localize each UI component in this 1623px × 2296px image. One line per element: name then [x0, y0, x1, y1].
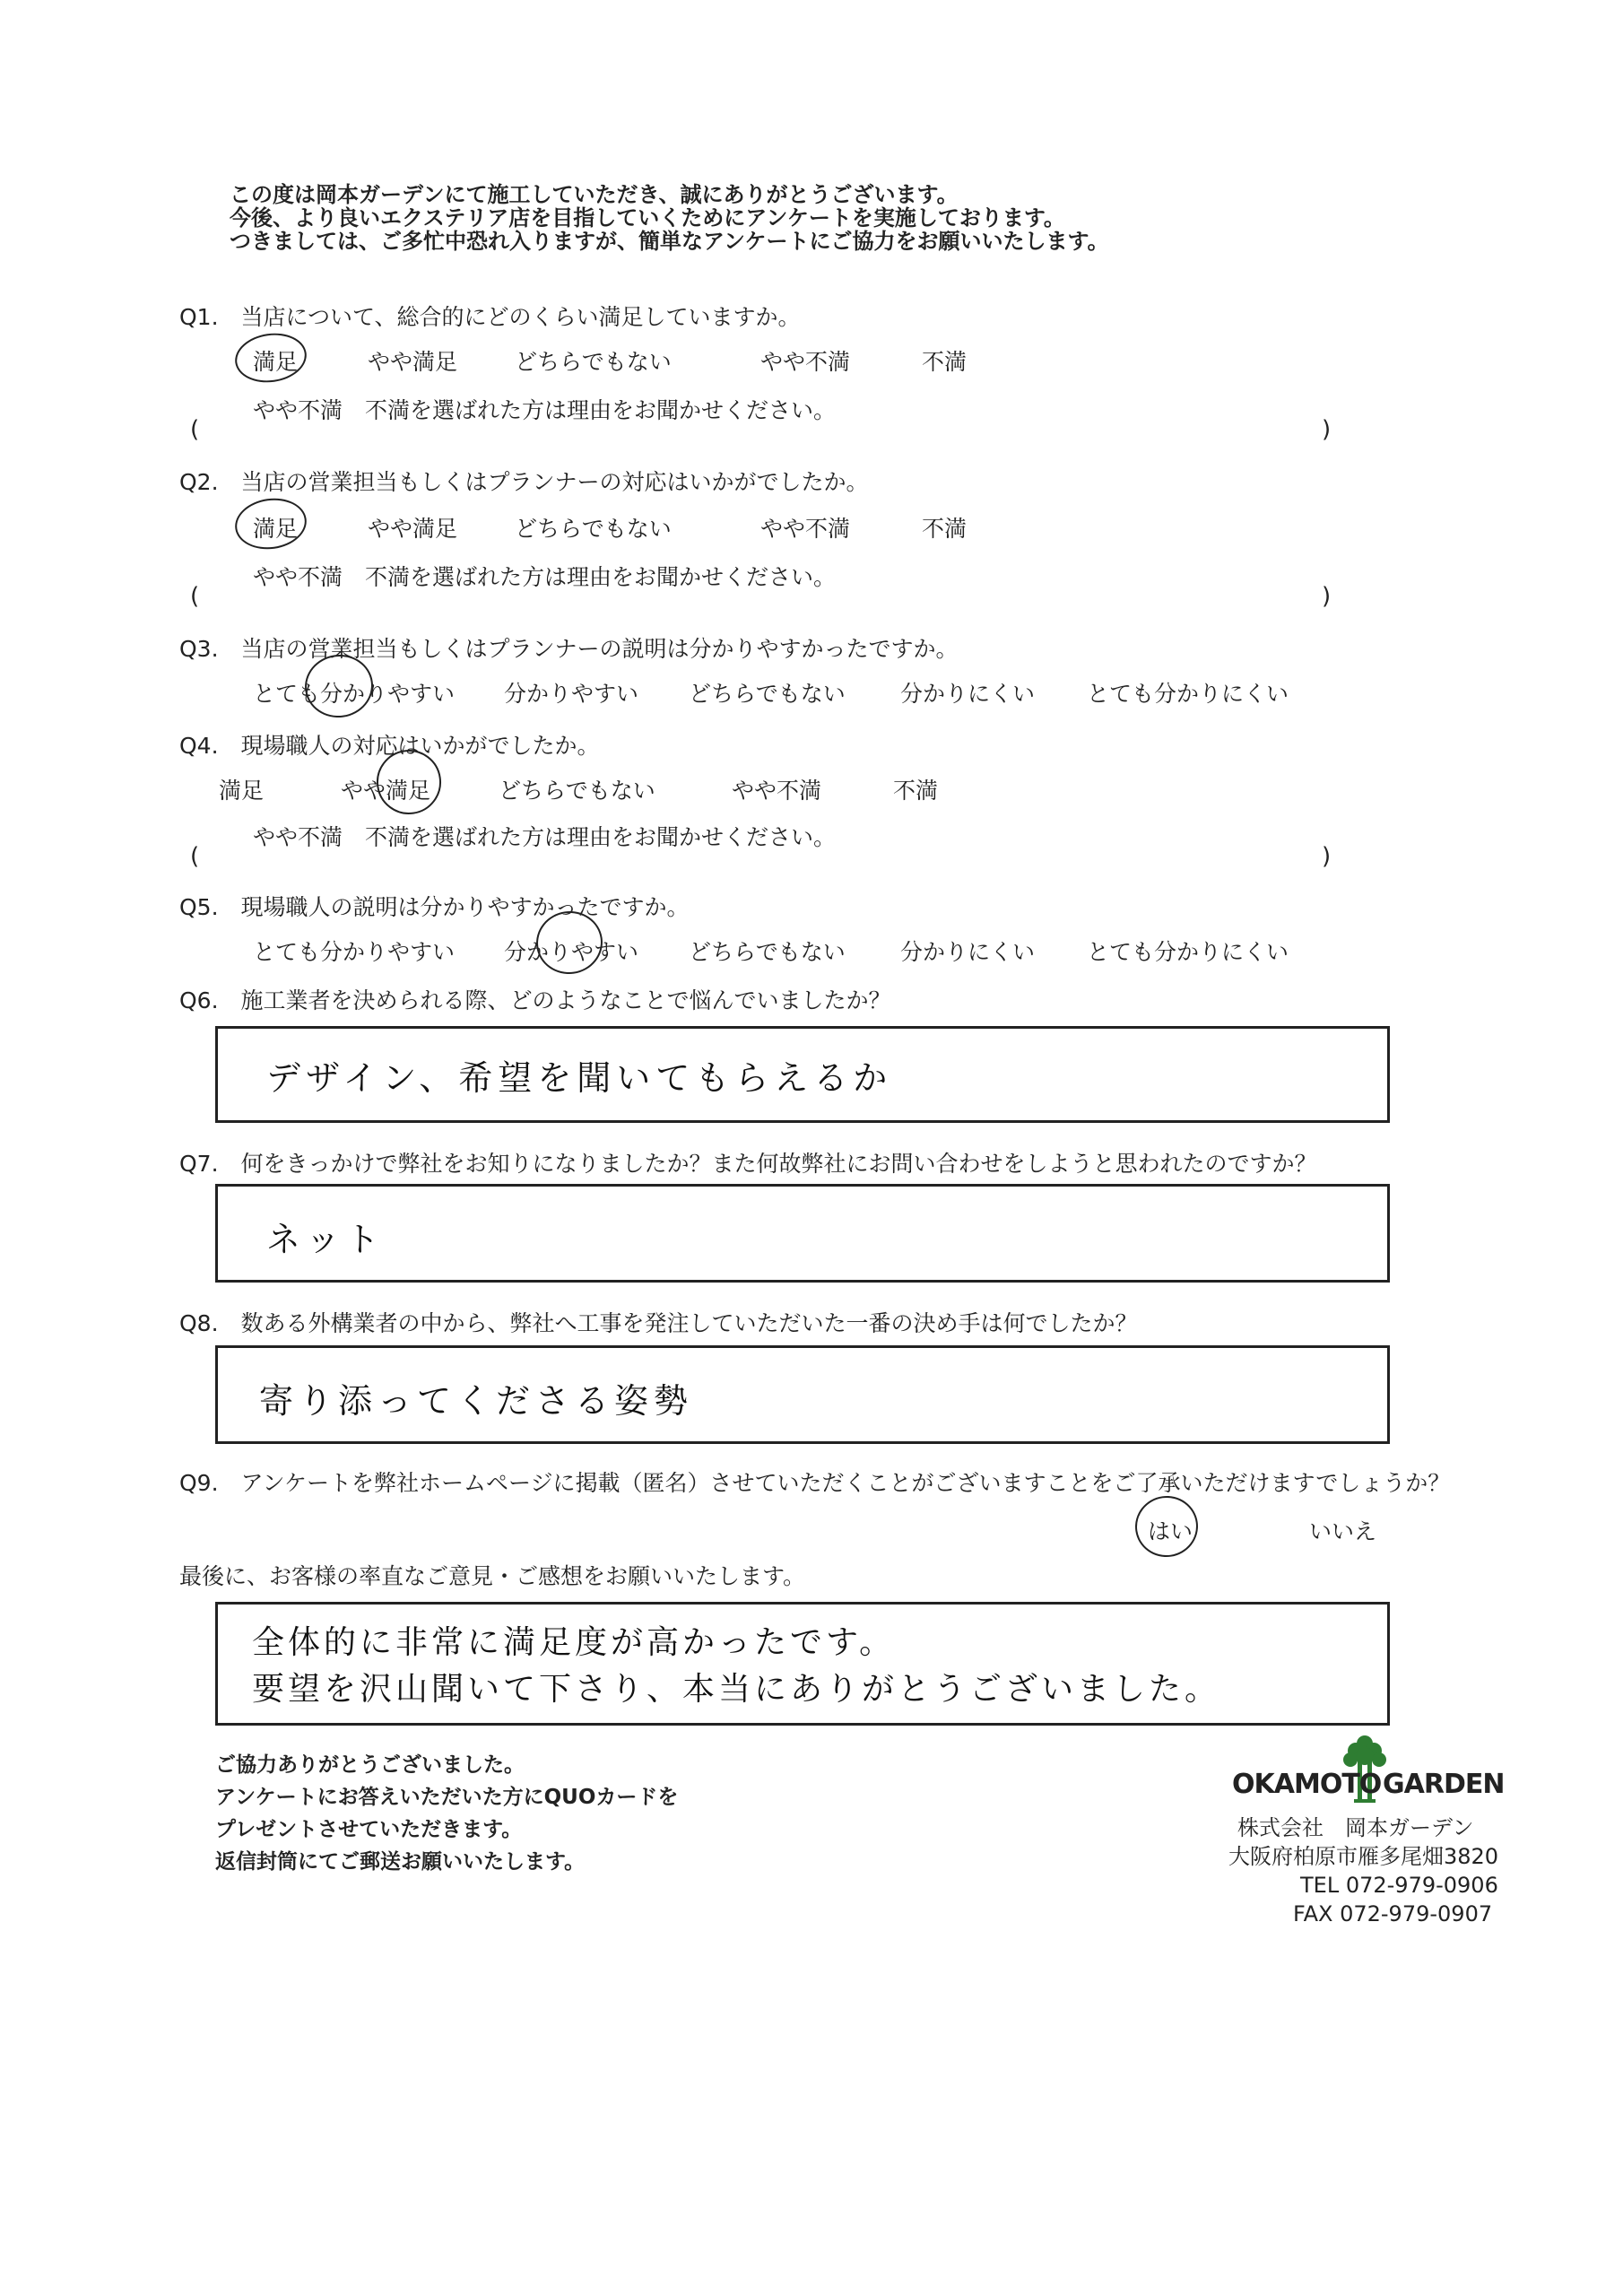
q5-option-hard[interactable]: 分かりにくい: [900, 939, 1036, 965]
footer-line: アンケートにお答えいただいた方にQUOカードを: [215, 1786, 679, 1809]
q6-label: Q6. 施工業者を決められる際、どのようなことで悩んでいましたか？: [179, 987, 891, 1013]
q8-answer: 寄り添ってくださる姿勢: [259, 1381, 694, 1421]
q4-reason-close-paren: ): [1322, 843, 1332, 870]
footer-line: ご協力ありがとうございました。: [215, 1753, 525, 1777]
q2-label: Q2. 当店の営業担当もしくはプランナーの対応はいかがでしたか。: [179, 469, 869, 495]
company-info: [1228, 1813, 1498, 1928]
q4-reason-prompt: やや不満 不満を選ばれた方は理由をお聞かせください。: [253, 824, 837, 850]
q3-option-neutral[interactable]: どちらでもない: [689, 681, 846, 707]
q4-option-satisfied[interactable]: 満足: [219, 778, 265, 804]
footer-line: 返信封筒にてご郵送お願いいたします。: [215, 1850, 586, 1874]
q1-option-somewhat-dissatisfied[interactable]: やや不満: [760, 349, 851, 375]
q3-label: Q3. 当店の営業担当もしくはプランナーの説明は分かりやすかったですか。: [179, 636, 959, 662]
q5-option-easy[interactable]: 分かりやすい: [504, 939, 639, 965]
q9-selection-circle: [1132, 1492, 1202, 1561]
intro-line: この度は岡本ガーデンにて施工していただき、誠にありがとうございます。: [230, 182, 959, 207]
q2-reason-open-paren: (: [190, 583, 200, 610]
q4-option-dissatisfied[interactable]: 不満: [893, 778, 939, 804]
q2-selection-circle: [231, 494, 309, 554]
final-answer-line: 全体的に非常に満足度が高かったです。: [252, 1624, 896, 1661]
q7-label: Q7. 何をきっかけで弊社をお知りになりましたか？また何故弊社にお問い合わせをしようと思われたのですか？: [179, 1151, 1317, 1177]
intro-line: 今後、より良いエクステリア店を目指していくためにアンケートを実施しております。: [230, 205, 1065, 230]
q7-answer: ネット: [266, 1220, 386, 1259]
q5-label: Q5. 現場職人の説明は分かりやすかったですか。: [179, 894, 690, 920]
final-answer-line: 要望を沢山聞いて下さり、本当にありがとうございました。: [252, 1671, 1221, 1708]
q5-option-very-easy[interactable]: とても分かりやすい: [253, 939, 456, 965]
intro-line: つきましては、ご多忙中恐れ入りますが、簡単なアンケートにご協力をお願いいたします。: [230, 229, 1109, 254]
intro-text: [230, 183, 1109, 253]
q4-option-neutral[interactable]: どちらでもない: [499, 778, 655, 804]
q3-option-very-easy[interactable]: とても分かりやすい: [253, 681, 456, 707]
q2-option-dissatisfied[interactable]: 不満: [922, 516, 968, 542]
q3-option-very-hard[interactable]: とても分かりにくい: [1087, 681, 1289, 707]
q1-reason-open-paren: (: [190, 416, 200, 443]
q2-reason-prompt: やや不満 不満を選ばれた方は理由をお聞かせください。: [253, 564, 837, 590]
q9-option-yes[interactable]: はい: [1148, 1518, 1193, 1544]
company-fax: FAX 072-979-0907: [1293, 1901, 1493, 1926]
footer-thanks: [215, 1749, 678, 1878]
q1-selection-circle: [232, 329, 310, 387]
q4-option-somewhat-dissatisfied[interactable]: やや不満: [732, 778, 822, 804]
q4-option-somewhat-satisfied[interactable]: やや満足: [341, 778, 431, 804]
q6-answer: デザイン、希望を聞いてもらえるか: [266, 1058, 893, 1098]
q2-option-satisfied[interactable]: 満足: [253, 516, 299, 542]
q2-option-somewhat-satisfied[interactable]: やや満足: [368, 516, 458, 542]
final-label: 最後に、お客様の率直なご意見・ご感想をお願いいたします。: [179, 1563, 806, 1589]
company-logo: [1232, 1733, 1505, 1808]
final-answer-box[interactable]: [215, 1602, 1390, 1726]
footer-line: プレゼントさせていただきます。: [215, 1818, 523, 1841]
company-name: 株式会社 岡本ガーデン: [1237, 1815, 1474, 1840]
q9-option-no[interactable]: いいえ: [1309, 1518, 1377, 1544]
company-tel: TEL 072-979-0906: [1300, 1873, 1498, 1898]
q4-reason-open-paren: (: [190, 843, 200, 870]
q1-option-dissatisfied[interactable]: 不満: [922, 349, 968, 375]
q3-option-easy[interactable]: 分かりやすい: [504, 681, 639, 707]
q1-option-somewhat-satisfied[interactable]: やや満足: [368, 349, 458, 375]
company-address: 大阪府柏原市雁多尾畑3820: [1228, 1844, 1499, 1869]
q8-label: Q8. 数ある外構業者の中から、弊社へ工事を発注していただいた一番の決め手は何でしたか？: [179, 1310, 1138, 1336]
q1-option-satisfied[interactable]: 満足: [253, 349, 299, 375]
q1-label: Q1. 当店について、総合的にどのくらい満足していますか。: [179, 304, 801, 330]
q7-answer-box[interactable]: [215, 1184, 1390, 1283]
q1-reason-close-paren: ): [1322, 416, 1332, 443]
q2-reason-close-paren: ): [1322, 583, 1332, 610]
q9-label: Q9. アンケートを弊社ホームページに掲載（匿名）させていただくことがございますことをご了承いただけますでしょうか？: [179, 1470, 1451, 1496]
q5-option-very-hard[interactable]: とても分かりにくい: [1087, 939, 1289, 965]
q2-option-neutral[interactable]: どちらでもない: [515, 516, 672, 542]
logo-text-okamoto: OKAMOTO: [1232, 1769, 1382, 1800]
q2-option-somewhat-dissatisfied[interactable]: やや不満: [760, 516, 851, 542]
q6-answer-box[interactable]: [215, 1026, 1390, 1123]
q1-option-neutral[interactable]: どちらでもない: [515, 349, 672, 375]
q8-answer-box[interactable]: [215, 1345, 1390, 1444]
q5-option-neutral[interactable]: どちらでもない: [689, 939, 846, 965]
logo-text-garden: GARDEN: [1383, 1769, 1505, 1800]
q4-label: Q4. 現場職人の対応はいかがでしたか。: [179, 733, 600, 759]
q1-reason-prompt: やや不満 不満を選ばれた方は理由をお聞かせください。: [253, 397, 837, 423]
q3-option-hard[interactable]: 分かりにくい: [900, 681, 1036, 707]
